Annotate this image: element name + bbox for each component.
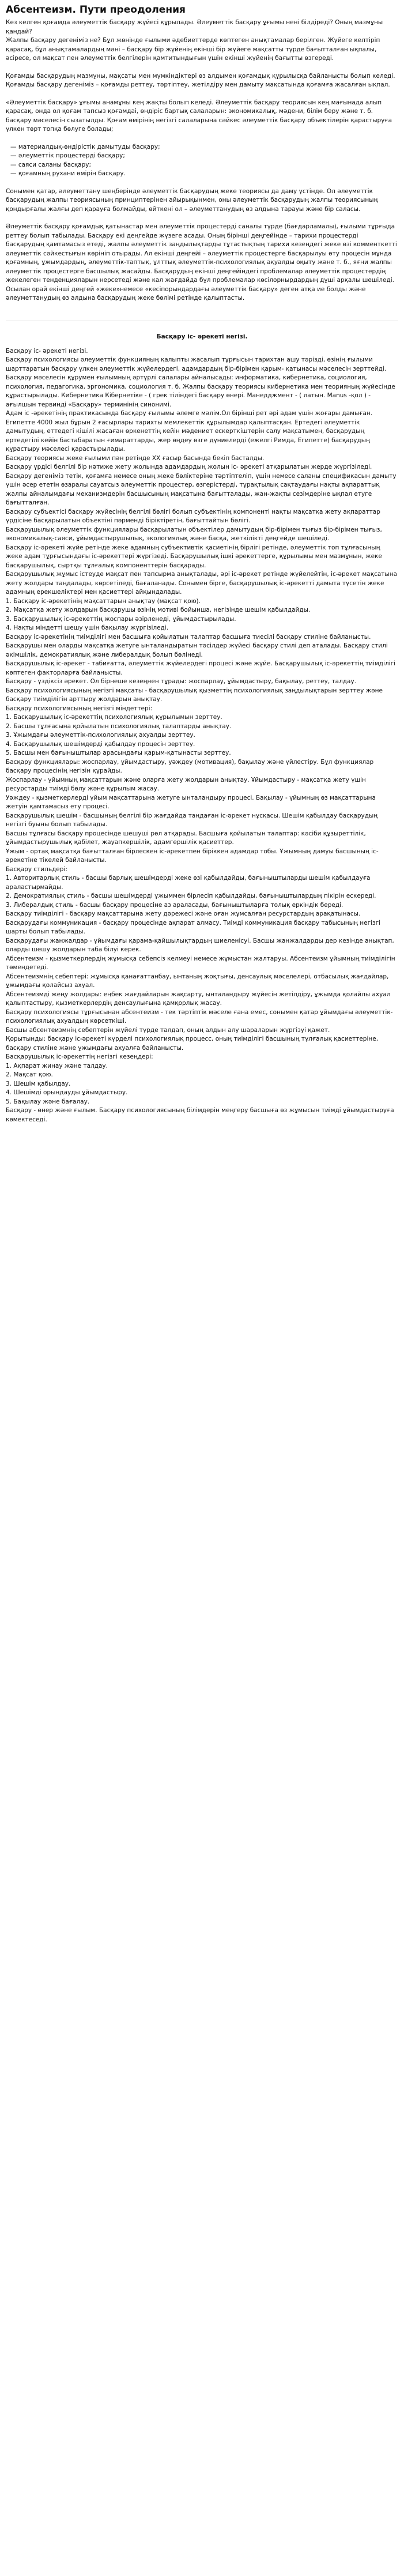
- intro-section: [6, 18, 398, 303]
- body-paragraph: Абсентеизмнің себептері: жұмысқа қанағаттанбау, ынтаның жоқтығы, денсаулық мәселелері, отбасылық жағдайлар, ұжымдағы қолайсыз ахуал.: [6, 973, 389, 989]
- body-paragraph: Абсентеизмді жеңу жолдары: еңбек жағдайларын жақсарту, ынталандыру жүйесін жетілдіру, ұжымда қолайлы ахуал қалыптастыру, қызметкерлердің денсаулығына қамқорлық жасау.: [6, 991, 391, 1007]
- body-paragraph: 1. Авторитарлық стиль - басшы барлық шешімдерді жеке өзі қабылдайды, бағыныштыларды шешім қабылдауға араластырмайды.: [6, 875, 371, 891]
- list-item: — әлеуметтік процестерді басқару;: [10, 152, 125, 159]
- main-section: [6, 347, 398, 1125]
- body-paragraph: Басшы абсентеизмнің себептерін жүйелі түрде талдап, оның алдын алу шараларын жүргізуі қажет.: [6, 1026, 330, 1034]
- document-page: [0, 0, 404, 1136]
- body-paragraph: 2. Мақсатқа жету жолдарын басқарушы өзінің мотиві бойынша, негізінде шешім қабылдайды.: [6, 607, 311, 613]
- body-paragraph: 3. Либералдық стиль - басшы басқару процесіне аз араласады, бағыныштыларға толық еркіндік береді.: [6, 901, 343, 909]
- body-paragraph: Басқару тиімділігі - басқару мақсаттарына жету дәрежесі және оған жұмсалған ресурстардың арақатынасы.: [6, 910, 361, 917]
- body-paragraph: Басқарудағы коммуникация - басқару процесінде ақпарат алмасу. Тиімді коммуникация басқару табысының негізгі шарты болып табылады.: [6, 919, 381, 935]
- body-paragraph: Басқару психологиясы тұрғысынан абсентеизм - тек тәртіптік мәселе ғана емес, сонымен қатар ұйымдағы әлеуметтік-психологиялық ахуалдың көрсеткіші.: [6, 1008, 393, 1025]
- body-paragraph: Египетте 4000 жыл бұрын 2 ғасырлары тарихты мемлекеттік құрылымдар қалыптасқан. Ертедегі әлеуметтік дамытудың, еттедегі кішілі жасаған өркенеттің кейін мәдениет ескерткіштерін салу мақсатымен, басқарудың ертедегілі кейін бастабаратын ғимараттарды, жер өңдеу өзге дүниелерді (ежелгі Римда, Египетте) басқарудың құрастыру мәселесі қарастырылады.: [6, 419, 370, 453]
- body-paragraph: 4. Басқарушылық шешімдерді қабылдау процесін зерттеу.: [6, 740, 195, 748]
- body-paragraph: 3. Шешім қабылдау.: [6, 1080, 71, 1087]
- body-paragraph: Уәждеу - қызметкерлерді ұйым мақсаттарына жетуге ынталандыру процесі. Бақылау - ұйымның өз мақсаттарына жетуін қамтамасыз ету процесі.: [6, 794, 376, 810]
- body-paragraph: Басқару теориясы жеке ғылыми пән ретінде XX ғасыр басында бекіп басталды.: [6, 454, 265, 462]
- body-paragraph: Басқару стильдері:: [6, 865, 67, 873]
- body-paragraph: Ұжым - ортақ мақсатқа бағытталған бірлескен іс-әрекетпен біріккен адамдар тобы. Ұжымның дамуы басшының іс-әрекетіне тікелей байланысты.: [6, 848, 379, 864]
- body-paragraph: Басқару үрдісі белгілі бір нәтиже жету жолында адамдардың жолын іс- әрекеті атқарылатын жерде жүргізіледі. Басқару дегеніміз тетік, қоғамға немесе оның жеке бөліктеріне тәртіптеліп, үшін немесе саланы спецификасын дамыту үшін әсер ететін өзаралы сауатсыз әлеуметтік процестер, өзгерістерді, тұрақтылық сақтаудағы нақты ақпараттық жалпы айналымдағы механизмдерін басшысының мақсатына бағытталады, жан-жақты сезімдеріне ықпал етуге бағытталған.: [6, 464, 397, 506]
- body-paragraph: 5. Басшы мен бағыныштылар арасындағы қарым-қатынасты зерттеу.: [6, 750, 231, 756]
- body-paragraph: Басқарушылық іс-әрекеттің негізгі кезеңдері:: [6, 1053, 153, 1060]
- body-paragraph: Басқару психологиясының негізгі міндеттері:: [6, 705, 153, 712]
- body-paragraph: Қорытынды: басқару іс-әрекеті күрделі психологиялық процесс, оның тиімділігі басшының тұлғалық қасиеттеріне, басқару стиліне және ұжымдағы ахуалға байланысты.: [6, 1035, 379, 1052]
- intro-paragraph-5: Сонымен қатар, әлеуметтану шеңберінде әлеуметтік басқарудың жеке теориясы да даму үстінде. Ол әлеуметтік басқарудың жалпы теориясының принциптерінен айырықынмен, оны әлеуметтік басқарудың жалпы теориясының қондырғалы жалғы деп қарауға болмайды, өйткені ол – әлеуметтанудың өз алдына тарауы және бір саласы.: [6, 187, 378, 213]
- body-paragraph: 2. Демократиялық стиль - басшы шешімдерді ұжыммен бірлесіп қабылдайды, бағыныштылардың пікірін ескереді.: [6, 892, 376, 899]
- body-paragraph: Басқару мәселесін құрумен ғылымның әртүрлі салалары айналысады: информатика, кибернетика, социология, психология, педагогика, эргономика, социология т. б. Жалпы басқару теориясы кибернетика мен теорияның жүйесінде құрастырылады. Кибернетика Кібернетіке - ( грек тіліндегі басқару өнері. Манедджмент - ( латын. Manus -қол ) - ағылшын тервинді «Басқару» терминінің синонимі.: [6, 374, 395, 408]
- body-paragraph: 3. Ұжымдағы әлеуметтік-психологиялық ахуалды зерттеу.: [6, 732, 195, 739]
- section-subtitle: Басқару іс- әрекеті негізі.: [156, 333, 248, 340]
- list-item: — қоғамның рухани өмірін басқару.: [10, 170, 126, 177]
- body-paragraph: 1. Ақпарат жинау және талдау.: [6, 1062, 108, 1069]
- list-item: — саяси саланы басқару;: [10, 161, 92, 168]
- body-paragraph: Басқару функциялары: жоспарлау, ұйымдастыру, уәждеу (мотивация), бақылау және үйлестіру. Бұл функциялар басқару процесінің негізін құрайды.: [6, 758, 374, 774]
- intro-paragraph-4: «Әлеуметтік басқару» ұғымы анамұны кең жақты болып келеді. Әлеуметтік басқару теориясын кең мағынада алып қарасақ, онда ол қоғам тапсыз қоғамдаі, өндіріс бартық салаларын: экономикалық, мәдени, білім беру және т. б. басқару мәселесін сызатылды. Қоғам өмірінің негізгі салаларына сәйкес әлеуметтік басқару объектілерін қарастыруға үлкен төрт топқа бөлуге болады;: [6, 99, 392, 133]
- body-paragraph: 1. Басқару іс-әрекетінің мақсаттарын анықтау (мақсат қою).: [6, 597, 201, 605]
- body-paragraph: Басқару іс-әрекетінің тиімділігі мен басшыға қойылатын талаптар басшыға тиесілі басқару стиліне байланысты.: [6, 633, 371, 641]
- body-paragraph: Басқарушылық шешім - басшының белгілі бір жағдайда таңдаған іс-әрекет нұсқасы. Шешім қабылдау басқарудың негізгі буыны болып табылады.: [6, 812, 378, 828]
- body-paragraph: Басқару субъектісі басқару жүйесінің белгілі бөлігі болып субъектінің компоненті нақты мақсатқа жету ақпараттар үрдісіне басқарылатын объектіні пәрменді біріктіретін, бағыттайтын бөлігі.: [6, 508, 380, 524]
- body-paragraph: 1. Басқарушылық іс-әрекеттің психологиялық құрылымын зерттеу.: [6, 714, 222, 721]
- management-areas-list: [6, 143, 398, 179]
- body-paragraph: Басшы тұлғасы басқару процесінде шешуші рөл атқарады. Басшыға қойылатын талаптар: кәсіби құзыреттілік, ұйымдастырушылық қабілет, жауапкершілік, адамгершілік қасиеттер.: [6, 830, 366, 846]
- body-paragraph: 5. Бақылау және бағалау.: [6, 1098, 90, 1105]
- body-paragraph: Басқару - үздіксіз әрекет. Ол бірнеше кезеңнен тұрады: жоспарлау, ұйымдастыру, бақылау, реттеу, талдау.: [6, 678, 357, 685]
- intro-paragraph-2: Жалпы басқару дегеніміз не? Бұл жөнінде ғылыми әдебиеттерде көптеген анықтамалар берілген. Жүйеге келтіріп қарасақ, бұл анықтамалардың мәні – басқару бір жүйенің екінші бір жүйеге мақсатты түрде бағытталған ықпалы, әсіресе, ол мақсат пен әлеуметтік белгілерін қамтитындығын үшін екінші жүйенің бағытты өзгереді.: [6, 37, 380, 62]
- body-paragraph: Басқарудағы жанжалдар - ұйымдағы қарама-қайшылықтардың шиеленісуі. Басшы жанжалдарды дер кезінде анықтап, оларды шешу жолдарын таба білуі керек.: [6, 937, 394, 953]
- body-paragraph: Басқарушы мен оларды мақсатқа жетуге ынталандыратын тәсілдер жүйесі басқару стилі деп аталады. Басқару стилі әкімшілік, демократиялық және либералдық болып бөлінеді.: [6, 642, 388, 658]
- body-paragraph: Адам іс -әрекетінің практикасында басқару ғылымы әлемге мәлім.Ол бірінші рет әрі адам үшін жоғары дамыған.: [6, 410, 373, 417]
- body-paragraph: Басқару - өнер және ғылым. Басқару психологиясының білімдерін меңгеру басшыға өз жұмысын тиімді ұйымдастыруға көмектеседі.: [6, 1107, 394, 1123]
- body-paragraph: 2. Басшы тұлғасына қойылатын психологиялық талаптарды анықтау.: [6, 722, 232, 730]
- body-paragraph: Жоспарлау - ұйымның мақсаттарын және оларға жету жолдарын анықтау. Ұйымдастыру - мақсатқа жету үшін ресурстарды тиімді бөлу және құрылым жасау.: [6, 776, 366, 792]
- body-paragraph: Басқарушылық әлеуметтік функциялары басқарылатын объектілер дамытудың бір-бірімен тығыз бір-бірімен тығыз, экономикалық-саяси, ұйымдастырушылық, экологиялық және басқа, жеткілікті деңгейде шешіледі.: [6, 526, 382, 542]
- body-paragraph: Басқару іс-әрекеті жүйе ретінде жеке адамның субъективтік қасиетінің бірлігі ретінде, әлеуметтік топ тұлғасының жеке адам тұрғысындағы іс-әрекеттері жүргізеді. Басқарушылық ішкі әрекеттерге, құрылымы мен мазмұнын, жеке басқарушылық, сыртқы тұлғалық компоненттерін басқарады.: [6, 544, 382, 569]
- intro-paragraph-6: Әлеуметтік басқару қоғамдық қатынастар мен әлеуметтік процестерді саналы түрде (бағдарламалы), ғылыми тұрғыда реттеу болып табылады. Басқару екі деңгейде жүзеге асады. Оның бірінші деңгейінде – тарихи процестерді басқарудың қамтамасыз етеді, жалпы әлеуметтік заңдылықтарды тұтастықтың тарихи кезеңдегі жеке өзі комменткетті әлеуметтік сәйкестығын көрініп отырады. Ал екінші деңгейі – әлеуметтік процестерге басқарылуы өту процесін мұнда қоғамның, ұжымдардың, әлеуметтік-таптық, ұлттық әлеуметтік-психологиялық ақуалды оқыту және т. б., яғни жалпы әлеуметтік процестерге басшылық жасайды. Басқарудың екінші деңгейіндегі проблемалар әлеуметтік процестердің жекелеген тенденцияларын нерсетеді және кал жағдайда бұл проблемалар көсілорнырдардың дұші арқалы шешіледі. Осылан орай екінші деңгей «жеке»немесе «кесіпорындардағы әлеуметтік басқару» деген атқа ие болды және әлеуметтанудың өз алдына басқарудың жеке бөлімі ретінде қалыптасты.: [6, 223, 397, 302]
- body-paragraph: Басқарушылық іс-әрекет - табиғатта, әлеуметтік жүйелердегі процесі және жүйе. Басқарушылық іс-әрекеттің тиімділігі көптеген факторларға байланысты.: [6, 660, 396, 676]
- body-paragraph: 3. Басқарушылық іс-әрекеттің жоспары әзірленеді, ұйымдастырылады.: [6, 615, 236, 623]
- body-paragraph: 4. Шешімді орындауды ұйымдастыру.: [6, 1089, 128, 1096]
- body-paragraph: Басқару іс- әрекеті негізі.: [6, 347, 88, 355]
- list-item: — материалдық-өндірістік дамытуды басқару;: [10, 143, 160, 150]
- page-title: Абсентеизм. Пути преодоления: [6, 4, 186, 16]
- body-paragraph: Басқару психологиясы әлеуметтік функцияның қалыпты жасалып тұрғысын тарихтан ашу тәрізді, өзінің ғылыми шарттаратын басқару үлкен әлеуметтік жүйелердегі, адамдардың бір-бірімен қарым- қатынасы мәселесін зерттейді.: [6, 356, 387, 372]
- body-paragraph: Басқару психологиясының негізгі мақсаты - басқарушылық қызметтің психологиялық заңдылықтарын зерттеу және басқару тиімділігін арттыру жолдарын анықтау.: [6, 687, 383, 703]
- body-paragraph: 2. Мақсат қою.: [6, 1071, 53, 1078]
- body-paragraph: Абсентеизм - қызметкерлердің жұмысқа себепсіз келмеуі немесе жұмыстан жалтаруы. Абсентеизм ұйымның тиімділігін төмендетеді.: [6, 955, 395, 971]
- intro-paragraph-1: Кез келген қоғамда әлеуметтік басқару жүйесі құрылады. Әлеуметтік басқару ұғымы нені білдіреді? Оның мазмұны қандай?: [6, 19, 383, 35]
- body-paragraph: 4. Нақты міндетті шешу үшін бақылау жүргізіледі.: [6, 624, 169, 631]
- body-paragraph: Басқарушылық жұмыс істеуде мақсат пен тапсырма анықталады, әрі іс-әрекет ретінде жүйелейтін, іс-әрекет мақсатына жету жолдары таңдалады, көрсетіледі, бағаланады. Сонымен бірге, басқарушылық іс-әрекетті дамыта түсетін жеке адамның ерекшеліктері мен қасиеттері айқындалады.: [6, 571, 397, 596]
- intro-paragraph-3: Қоғамды басқарудың мазмұны, мақсаты мен мүмкіндіктері өз алдымен қоғамдық құрылысқа байланысты болып келеді. Қоғамды басқару дегеніміз – қоғамды реттеу, тәртіптеу, жетілдіру мен дамыту мақсатында қоғамға жасалған ықпал.: [6, 72, 395, 88]
